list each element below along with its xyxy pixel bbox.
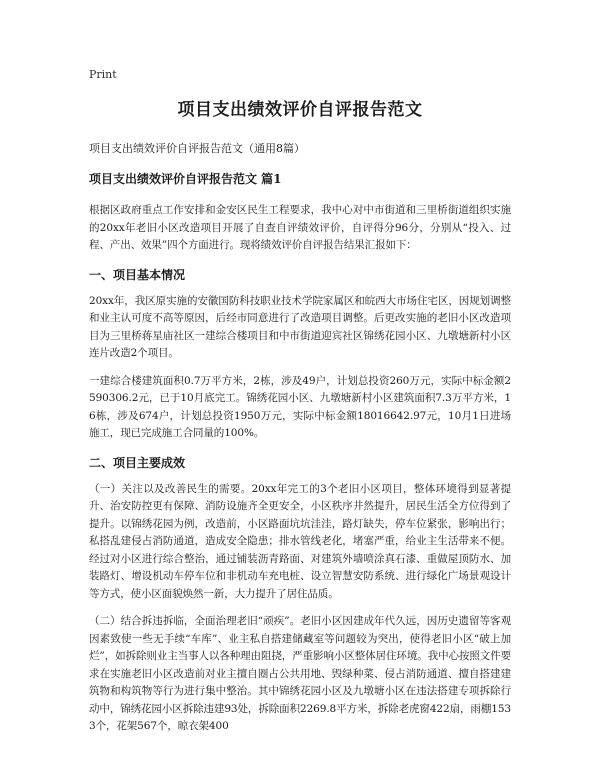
document-subtitle: 项目支出绩效评价自评报告范文（通用8篇） — [89, 142, 305, 155]
paragraph-project-background: 20xx年，我区原实施的安徽国防科技职业技术学院家属区和皖西大市场住宅区，因规划调整和业主认可度不高等原因，后经市同意进行了改造项目调整。后更改实施的老旧小区改造项目为三里桥蒋星庙社区一建综合楼项目和中市街道迎宾社区锦绣花园小区、九墩塘新村小区连片改造2个项目。 — [89, 294, 511, 359]
paragraph-livelihood: （一）关注以及改善民生的需要。20xx年完工的3个老旧小区项目，整体环境得到显著提升、治安防控更有保障、消防设施齐全更安全，小区秩序井然提升，居民生活全方位得到了提升。以锦绣花园为例，改造前，小区路面坑坑洼洼，路灯缺失，停车位紧张，影响出行；私搭乱建侵占消防通道，造成安全隐患；排水管线老化，堵塞严重，给业主生活带来不便。经过对小区进行综合整治，通过铺装沥青路面、对建筑外墙喷涂真石漆、重做屋顶防水、加装路灯、增设机动车停车位和非机动车充电桩、设立智慧安防系统、进行绿化广场景观设计等方式，使小区面貌焕然一新，大力提升了居住品质。 — [89, 482, 511, 600]
print-link[interactable]: Print — [89, 68, 117, 81]
intro-paragraph: 根据区政府重点工作安排和金安区民生工程要求，我中心对中市街道和三里桥街道组织实施的20xx年老旧小区改造项目开展了自查自评绩效评价，自评得分96分，分别从“投入、过程、产出、效果”四个方面进行。现将绩效评价自评报告结果汇报如下： — [89, 204, 511, 251]
paragraph-demolition: （二）结合拆违拆临，全面治理老旧“顽疾”。老旧小区因建成年代久远，因历史遗留等客观因素致使一些无手续“车库”、业主私自搭建储藏室等问题较为突出，使得老旧小区“破上加烂”，如拆除则业主当事人以各种理由阻挠，严重影响小区整体居住环境。我中心按照文件要求在实施老旧小区改造前对业主擅自圈占公共用地、毁绿种菜、侵占消防通道、擅自搭建建筑物和构筑物等行为进行集中整治。其中锦绣花园小区及九墩塘小区在违法搭建专项拆除行动中，锦绣花园小区拆除违建93处，拆除面积2269.8平方米，拆除老虎窗422扇，雨棚1533个，花架567个，晾衣架400 — [89, 615, 511, 732]
section-title: 项目支出绩效评价自评报告范文 篇1 — [89, 172, 282, 186]
document-page — [89, 68, 511, 746]
page-title: 项目支出绩效评价自评报告范文 — [177, 100, 423, 120]
heading-main-results: 二、项目主要成效 — [89, 455, 186, 470]
paragraph-project-figures: 一建综合楼建筑面积0.7万平方米，2栋，涉及49户，计划总投资260万元，实际中标金额2590306.2元，已于10月底完工。锦绣花园小区、九墩塘新村小区建筑面积7.3万平方米，16栋，涉及674户，计划总投资1950万元，实际中标金额18016642.97元，10月1日进场施工，现已完成施工合同量的100%。 — [89, 374, 511, 439]
heading-basic-info: 一、项目基本情况 — [89, 267, 186, 282]
